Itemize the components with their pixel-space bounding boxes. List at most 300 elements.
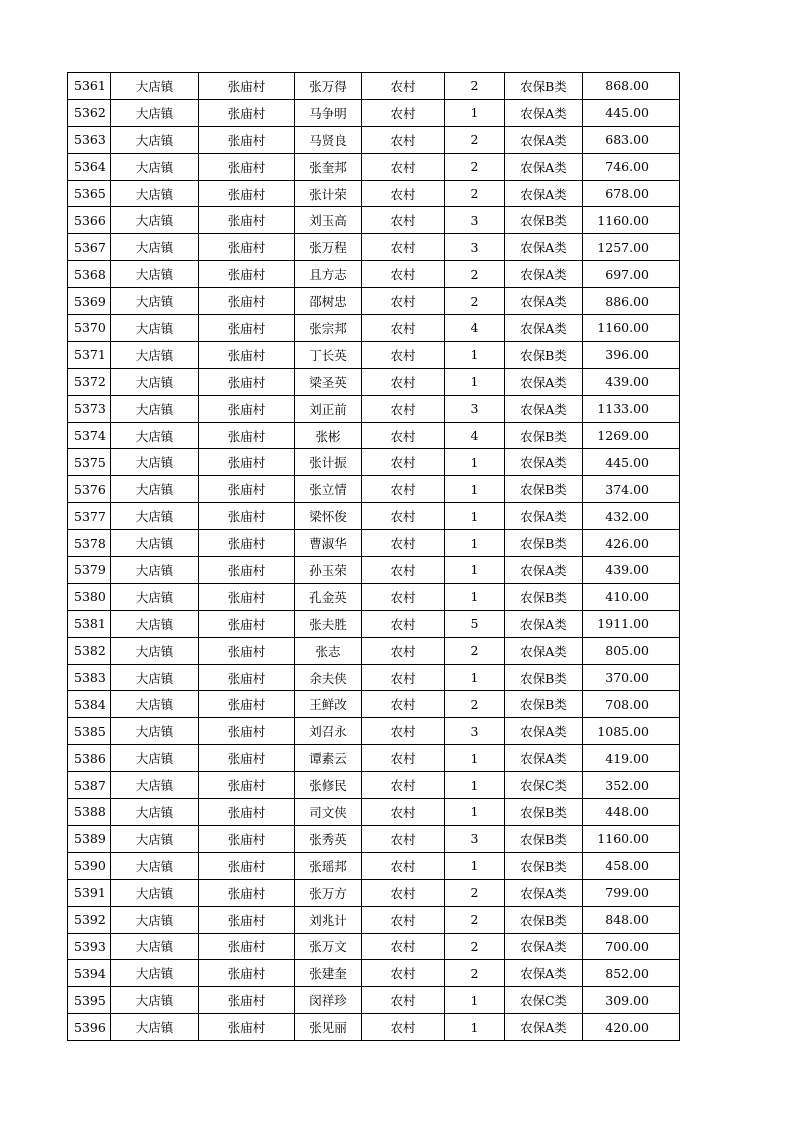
name-cell: 张计荣 xyxy=(295,180,362,207)
town-cell: 大店镇 xyxy=(111,207,199,234)
village-cell: 张庙村 xyxy=(199,557,295,584)
name-cell: 余夫侠 xyxy=(295,664,362,691)
amount-cell: 1133.00 xyxy=(583,395,680,422)
insurance-category-cell: 农保A类 xyxy=(505,180,583,207)
household-size-cell: 1 xyxy=(445,557,505,584)
amount-cell: 309.00 xyxy=(583,987,680,1014)
record-number: 5364 xyxy=(68,153,111,180)
table-row xyxy=(68,1014,680,1041)
village-cell: 张庙村 xyxy=(199,1014,295,1041)
name-cell: 刘召永 xyxy=(295,718,362,745)
name-cell: 谭素云 xyxy=(295,745,362,772)
table-row xyxy=(68,530,680,557)
area-type-cell: 农村 xyxy=(362,691,445,718)
insurance-category-cell: 农保B类 xyxy=(505,906,583,933)
area-type-cell: 农村 xyxy=(362,530,445,557)
village-cell: 张庙村 xyxy=(199,207,295,234)
village-cell: 张庙村 xyxy=(199,637,295,664)
area-type-cell: 农村 xyxy=(362,368,445,395)
table-row xyxy=(68,341,680,368)
amount-cell: 697.00 xyxy=(583,261,680,288)
town-cell: 大店镇 xyxy=(111,825,199,852)
insurance-category-cell: 农保A类 xyxy=(505,449,583,476)
area-type-cell: 农村 xyxy=(362,207,445,234)
record-number: 5374 xyxy=(68,422,111,449)
record-number: 5380 xyxy=(68,583,111,610)
record-number: 5386 xyxy=(68,745,111,772)
amount-cell: 439.00 xyxy=(583,557,680,584)
village-cell: 张庙村 xyxy=(199,772,295,799)
village-cell: 张庙村 xyxy=(199,341,295,368)
insurance-category-cell: 农保A类 xyxy=(505,933,583,960)
table-row xyxy=(68,557,680,584)
amount-cell: 848.00 xyxy=(583,906,680,933)
insurance-category-cell: 农保B类 xyxy=(505,476,583,503)
name-cell: 马贤良 xyxy=(295,126,362,153)
town-cell: 大店镇 xyxy=(111,745,199,772)
household-size-cell: 1 xyxy=(445,583,505,610)
amount-cell: 708.00 xyxy=(583,691,680,718)
name-cell: 闵祥珍 xyxy=(295,987,362,1014)
amount-cell: 420.00 xyxy=(583,1014,680,1041)
insurance-category-cell: 农保A类 xyxy=(505,557,583,584)
village-cell: 张庙村 xyxy=(199,288,295,315)
village-cell: 张庙村 xyxy=(199,315,295,342)
village-cell: 张庙村 xyxy=(199,126,295,153)
household-size-cell: 2 xyxy=(445,960,505,987)
amount-cell: 439.00 xyxy=(583,368,680,395)
record-number: 5393 xyxy=(68,933,111,960)
household-size-cell: 1 xyxy=(445,1014,505,1041)
table-row xyxy=(68,288,680,315)
household-size-cell: 1 xyxy=(445,368,505,395)
table-row xyxy=(68,664,680,691)
insurance-category-cell: 农保A类 xyxy=(505,1014,583,1041)
village-cell: 张庙村 xyxy=(199,180,295,207)
amount-cell: 445.00 xyxy=(583,99,680,126)
amount-cell: 445.00 xyxy=(583,449,680,476)
village-cell: 张庙村 xyxy=(199,153,295,180)
area-type-cell: 农村 xyxy=(362,234,445,261)
table-row xyxy=(68,99,680,126)
name-cell: 张万程 xyxy=(295,234,362,261)
town-cell: 大店镇 xyxy=(111,879,199,906)
name-cell: 张万方 xyxy=(295,879,362,906)
village-cell: 张庙村 xyxy=(199,691,295,718)
village-cell: 张庙村 xyxy=(199,960,295,987)
insurance-category-cell: 农保A类 xyxy=(505,126,583,153)
amount-cell: 1911.00 xyxy=(583,610,680,637)
household-size-cell: 2 xyxy=(445,288,505,315)
town-cell: 大店镇 xyxy=(111,583,199,610)
amount-cell: 1085.00 xyxy=(583,718,680,745)
household-size-cell: 3 xyxy=(445,825,505,852)
record-number: 5371 xyxy=(68,341,111,368)
table-body xyxy=(68,73,680,1041)
insurance-category-cell: 农保B类 xyxy=(505,530,583,557)
household-size-cell: 2 xyxy=(445,637,505,664)
record-number: 5367 xyxy=(68,234,111,261)
record-number: 5378 xyxy=(68,530,111,557)
amount-cell: 352.00 xyxy=(583,772,680,799)
area-type-cell: 农村 xyxy=(362,610,445,637)
village-cell: 张庙村 xyxy=(199,879,295,906)
town-cell: 大店镇 xyxy=(111,799,199,826)
area-type-cell: 农村 xyxy=(362,852,445,879)
name-cell: 司文侠 xyxy=(295,799,362,826)
area-type-cell: 农村 xyxy=(362,637,445,664)
record-number: 5388 xyxy=(68,799,111,826)
household-size-cell: 2 xyxy=(445,126,505,153)
town-cell: 大店镇 xyxy=(111,637,199,664)
record-number: 5384 xyxy=(68,691,111,718)
town-cell: 大店镇 xyxy=(111,987,199,1014)
table-row xyxy=(68,476,680,503)
amount-cell: 426.00 xyxy=(583,530,680,557)
village-cell: 张庙村 xyxy=(199,449,295,476)
record-number: 5379 xyxy=(68,557,111,584)
household-size-cell: 1 xyxy=(445,987,505,1014)
name-cell: 孔金英 xyxy=(295,583,362,610)
town-cell: 大店镇 xyxy=(111,288,199,315)
insurance-category-cell: 农保A类 xyxy=(505,99,583,126)
record-number: 5396 xyxy=(68,1014,111,1041)
name-cell: 曹淑华 xyxy=(295,530,362,557)
village-cell: 张庙村 xyxy=(199,987,295,1014)
record-number: 5376 xyxy=(68,476,111,503)
table-row xyxy=(68,153,680,180)
area-type-cell: 农村 xyxy=(362,315,445,342)
name-cell: 丁长英 xyxy=(295,341,362,368)
record-number: 5373 xyxy=(68,395,111,422)
town-cell: 大店镇 xyxy=(111,422,199,449)
table-row xyxy=(68,234,680,261)
amount-cell: 799.00 xyxy=(583,879,680,906)
area-type-cell: 农村 xyxy=(362,449,445,476)
village-cell: 张庙村 xyxy=(199,664,295,691)
name-cell: 孙玉荣 xyxy=(295,557,362,584)
record-number: 5389 xyxy=(68,825,111,852)
area-type-cell: 农村 xyxy=(362,772,445,799)
amount-cell: 374.00 xyxy=(583,476,680,503)
table-row xyxy=(68,799,680,826)
town-cell: 大店镇 xyxy=(111,557,199,584)
insurance-category-cell: 农保B类 xyxy=(505,73,583,100)
insurance-category-cell: 农保A类 xyxy=(505,879,583,906)
table-row xyxy=(68,879,680,906)
town-cell: 大店镇 xyxy=(111,368,199,395)
area-type-cell: 农村 xyxy=(362,180,445,207)
record-number: 5366 xyxy=(68,207,111,234)
record-number: 5383 xyxy=(68,664,111,691)
table-row xyxy=(68,637,680,664)
insurance-category-cell: 农保B类 xyxy=(505,207,583,234)
village-cell: 张庙村 xyxy=(199,799,295,826)
insurance-category-cell: 农保B类 xyxy=(505,799,583,826)
area-type-cell: 农村 xyxy=(362,933,445,960)
record-number: 5369 xyxy=(68,288,111,315)
amount-cell: 746.00 xyxy=(583,153,680,180)
record-number: 5361 xyxy=(68,73,111,100)
area-type-cell: 农村 xyxy=(362,825,445,852)
record-number: 5382 xyxy=(68,637,111,664)
table-row xyxy=(68,610,680,637)
town-cell: 大店镇 xyxy=(111,718,199,745)
area-type-cell: 农村 xyxy=(362,1014,445,1041)
area-type-cell: 农村 xyxy=(362,261,445,288)
name-cell: 张立情 xyxy=(295,476,362,503)
household-size-cell: 3 xyxy=(445,395,505,422)
household-size-cell: 1 xyxy=(445,530,505,557)
town-cell: 大店镇 xyxy=(111,395,199,422)
name-cell: 张秀英 xyxy=(295,825,362,852)
town-cell: 大店镇 xyxy=(111,530,199,557)
insurance-category-cell: 农保B类 xyxy=(505,691,583,718)
name-cell: 张奎邦 xyxy=(295,153,362,180)
name-cell: 张建奎 xyxy=(295,960,362,987)
village-cell: 张庙村 xyxy=(199,610,295,637)
insurance-category-cell: 农保C类 xyxy=(505,987,583,1014)
area-type-cell: 农村 xyxy=(362,126,445,153)
insurance-category-cell: 农保B类 xyxy=(505,583,583,610)
insurance-category-cell: 农保A类 xyxy=(505,234,583,261)
table-row xyxy=(68,718,680,745)
household-size-cell: 2 xyxy=(445,879,505,906)
village-cell: 张庙村 xyxy=(199,718,295,745)
insurance-category-cell: 农保A类 xyxy=(505,718,583,745)
table-row xyxy=(68,395,680,422)
village-cell: 张庙村 xyxy=(199,476,295,503)
household-size-cell: 2 xyxy=(445,261,505,288)
household-size-cell: 1 xyxy=(445,99,505,126)
household-size-cell: 1 xyxy=(445,503,505,530)
household-size-cell: 1 xyxy=(445,664,505,691)
amount-cell: 370.00 xyxy=(583,664,680,691)
household-size-cell: 3 xyxy=(445,234,505,261)
area-type-cell: 农村 xyxy=(362,906,445,933)
record-number: 5368 xyxy=(68,261,111,288)
table-row xyxy=(68,503,680,530)
table-row xyxy=(68,261,680,288)
amount-cell: 419.00 xyxy=(583,745,680,772)
name-cell: 刘兆计 xyxy=(295,906,362,933)
record-number: 5365 xyxy=(68,180,111,207)
insurance-category-cell: 农保A类 xyxy=(505,368,583,395)
record-number: 5375 xyxy=(68,449,111,476)
town-cell: 大店镇 xyxy=(111,234,199,261)
town-cell: 大店镇 xyxy=(111,691,199,718)
insurance-category-cell: 农保B类 xyxy=(505,825,583,852)
village-cell: 张庙村 xyxy=(199,503,295,530)
town-cell: 大店镇 xyxy=(111,126,199,153)
amount-cell: 1160.00 xyxy=(583,207,680,234)
town-cell: 大店镇 xyxy=(111,449,199,476)
record-number: 5363 xyxy=(68,126,111,153)
household-size-cell: 2 xyxy=(445,691,505,718)
village-cell: 张庙村 xyxy=(199,395,295,422)
insurance-category-cell: 农保A类 xyxy=(505,261,583,288)
village-cell: 张庙村 xyxy=(199,852,295,879)
name-cell: 张宗邦 xyxy=(295,315,362,342)
area-type-cell: 农村 xyxy=(362,99,445,126)
record-number: 5362 xyxy=(68,99,111,126)
household-size-cell: 2 xyxy=(445,906,505,933)
area-type-cell: 农村 xyxy=(362,799,445,826)
table-row xyxy=(68,583,680,610)
household-size-cell: 5 xyxy=(445,610,505,637)
record-number: 5394 xyxy=(68,960,111,987)
name-cell: 王鲜改 xyxy=(295,691,362,718)
village-cell: 张庙村 xyxy=(199,368,295,395)
town-cell: 大店镇 xyxy=(111,1014,199,1041)
village-cell: 张庙村 xyxy=(199,825,295,852)
town-cell: 大店镇 xyxy=(111,180,199,207)
table-row xyxy=(68,772,680,799)
table-row xyxy=(68,987,680,1014)
amount-cell: 805.00 xyxy=(583,637,680,664)
name-cell: 张瑶邦 xyxy=(295,852,362,879)
area-type-cell: 农村 xyxy=(362,341,445,368)
village-cell: 张庙村 xyxy=(199,261,295,288)
household-size-cell: 4 xyxy=(445,422,505,449)
household-size-cell: 2 xyxy=(445,933,505,960)
record-number: 5381 xyxy=(68,610,111,637)
area-type-cell: 农村 xyxy=(362,879,445,906)
household-size-cell: 1 xyxy=(445,745,505,772)
table-row xyxy=(68,126,680,153)
town-cell: 大店镇 xyxy=(111,73,199,100)
village-cell: 张庙村 xyxy=(199,530,295,557)
table-row xyxy=(68,852,680,879)
amount-cell: 1160.00 xyxy=(583,825,680,852)
amount-cell: 1160.00 xyxy=(583,315,680,342)
table-row xyxy=(68,745,680,772)
town-cell: 大店镇 xyxy=(111,99,199,126)
insurance-category-cell: 农保A类 xyxy=(505,610,583,637)
amount-cell: 868.00 xyxy=(583,73,680,100)
household-size-cell: 1 xyxy=(445,772,505,799)
benefits-table xyxy=(67,72,680,1041)
amount-cell: 852.00 xyxy=(583,960,680,987)
name-cell: 张夫胜 xyxy=(295,610,362,637)
town-cell: 大店镇 xyxy=(111,933,199,960)
table-row xyxy=(68,449,680,476)
insurance-category-cell: 农保A类 xyxy=(505,960,583,987)
village-cell: 张庙村 xyxy=(199,234,295,261)
area-type-cell: 农村 xyxy=(362,73,445,100)
insurance-category-cell: 农保B类 xyxy=(505,341,583,368)
town-cell: 大店镇 xyxy=(111,610,199,637)
amount-cell: 448.00 xyxy=(583,799,680,826)
record-number: 5392 xyxy=(68,906,111,933)
amount-cell: 432.00 xyxy=(583,503,680,530)
table-row xyxy=(68,825,680,852)
household-size-cell: 1 xyxy=(445,852,505,879)
town-cell: 大店镇 xyxy=(111,503,199,530)
town-cell: 大店镇 xyxy=(111,906,199,933)
record-number: 5395 xyxy=(68,987,111,1014)
name-cell: 刘正前 xyxy=(295,395,362,422)
insurance-category-cell: 农保A类 xyxy=(505,288,583,315)
area-type-cell: 农村 xyxy=(362,476,445,503)
town-cell: 大店镇 xyxy=(111,153,199,180)
name-cell: 张见丽 xyxy=(295,1014,362,1041)
name-cell: 刘玉高 xyxy=(295,207,362,234)
household-size-cell: 3 xyxy=(445,718,505,745)
town-cell: 大店镇 xyxy=(111,315,199,342)
name-cell: 张志 xyxy=(295,637,362,664)
household-size-cell: 2 xyxy=(445,73,505,100)
table-row xyxy=(68,691,680,718)
town-cell: 大店镇 xyxy=(111,960,199,987)
village-cell: 张庙村 xyxy=(199,745,295,772)
name-cell: 邵树忠 xyxy=(295,288,362,315)
insurance-category-cell: 农保A类 xyxy=(505,395,583,422)
area-type-cell: 农村 xyxy=(362,153,445,180)
name-cell: 张彬 xyxy=(295,422,362,449)
area-type-cell: 农村 xyxy=(362,557,445,584)
village-cell: 张庙村 xyxy=(199,73,295,100)
record-number: 5391 xyxy=(68,879,111,906)
area-type-cell: 农村 xyxy=(362,583,445,610)
household-size-cell: 1 xyxy=(445,449,505,476)
insurance-category-cell: 农保A类 xyxy=(505,637,583,664)
amount-cell: 683.00 xyxy=(583,126,680,153)
table-row xyxy=(68,180,680,207)
household-size-cell: 3 xyxy=(445,207,505,234)
amount-cell: 396.00 xyxy=(583,341,680,368)
area-type-cell: 农村 xyxy=(362,503,445,530)
town-cell: 大店镇 xyxy=(111,341,199,368)
insurance-category-cell: 农保B类 xyxy=(505,422,583,449)
table-row xyxy=(68,422,680,449)
household-size-cell: 2 xyxy=(445,180,505,207)
area-type-cell: 农村 xyxy=(362,395,445,422)
insurance-category-cell: 农保A类 xyxy=(505,315,583,342)
household-size-cell: 1 xyxy=(445,476,505,503)
area-type-cell: 农村 xyxy=(362,987,445,1014)
area-type-cell: 农村 xyxy=(362,960,445,987)
table-row xyxy=(68,207,680,234)
name-cell: 马争明 xyxy=(295,99,362,126)
table-row xyxy=(68,315,680,342)
village-cell: 张庙村 xyxy=(199,422,295,449)
insurance-category-cell: 农保A类 xyxy=(505,745,583,772)
area-type-cell: 农村 xyxy=(362,664,445,691)
household-size-cell: 1 xyxy=(445,341,505,368)
amount-cell: 886.00 xyxy=(583,288,680,315)
village-cell: 张庙村 xyxy=(199,906,295,933)
amount-cell: 1269.00 xyxy=(583,422,680,449)
amount-cell: 410.00 xyxy=(583,583,680,610)
town-cell: 大店镇 xyxy=(111,476,199,503)
name-cell: 张万文 xyxy=(295,933,362,960)
record-number: 5370 xyxy=(68,315,111,342)
area-type-cell: 农村 xyxy=(362,422,445,449)
table-row xyxy=(68,933,680,960)
record-number: 5377 xyxy=(68,503,111,530)
amount-cell: 700.00 xyxy=(583,933,680,960)
table-row xyxy=(68,73,680,100)
insurance-category-cell: 农保B类 xyxy=(505,852,583,879)
name-cell: 梁圣英 xyxy=(295,368,362,395)
insurance-category-cell: 农保A类 xyxy=(505,153,583,180)
town-cell: 大店镇 xyxy=(111,664,199,691)
record-number: 5387 xyxy=(68,772,111,799)
insurance-category-cell: 农保B类 xyxy=(505,664,583,691)
name-cell: 梁怀俊 xyxy=(295,503,362,530)
village-cell: 张庙村 xyxy=(199,583,295,610)
